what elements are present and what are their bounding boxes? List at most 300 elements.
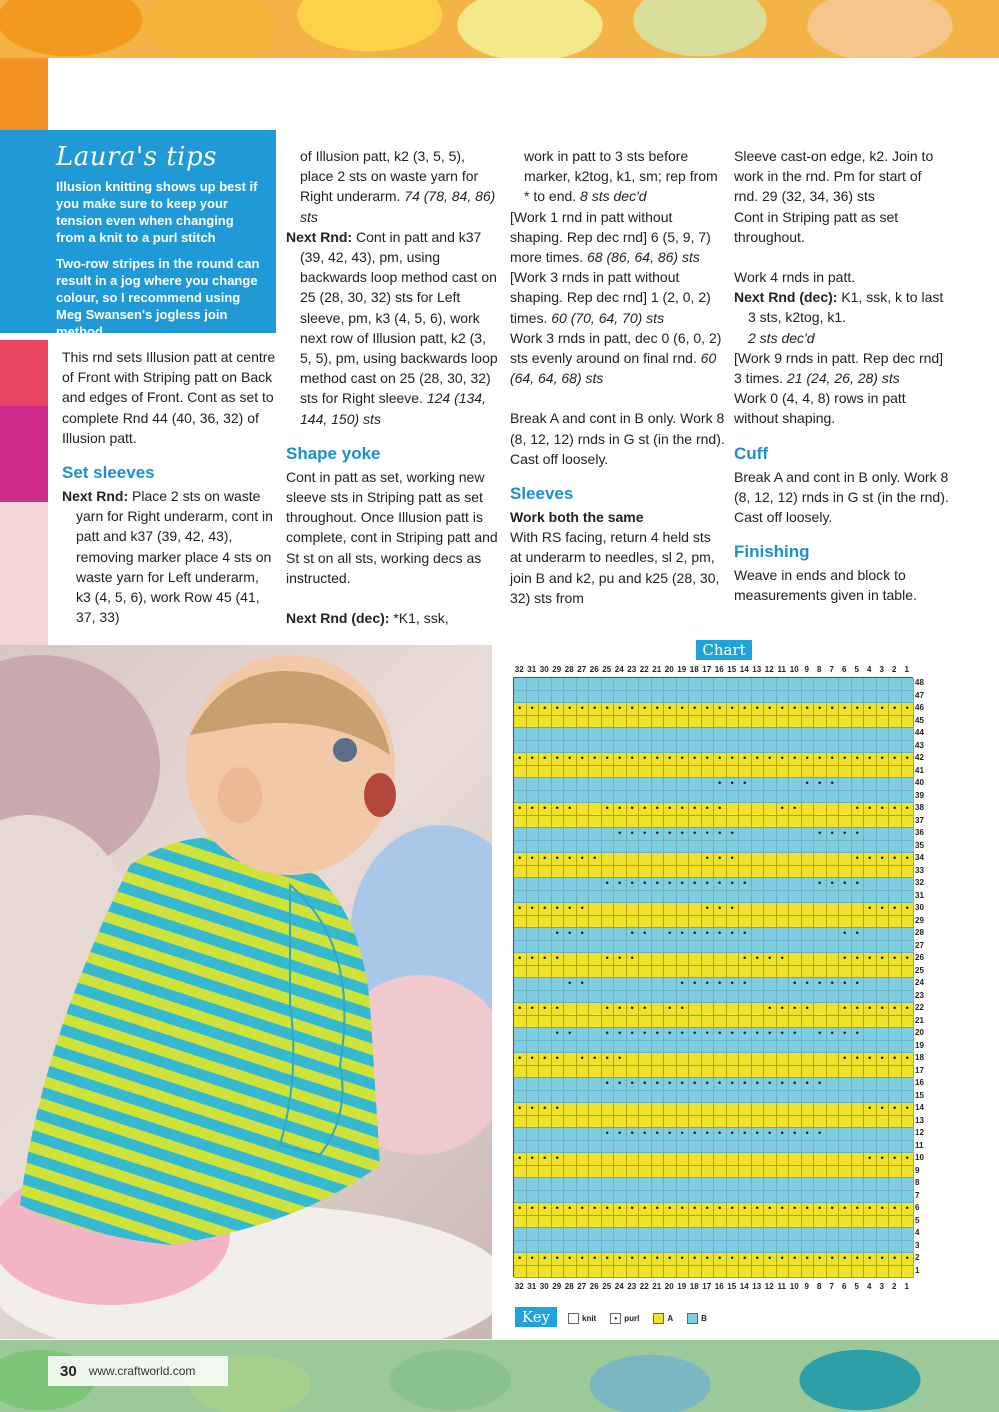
knit-stitch — [877, 866, 890, 879]
knit-stitch — [527, 1128, 540, 1141]
knit-stitch — [589, 1141, 602, 1154]
column-number: 20 — [664, 665, 674, 674]
column-number: 10 — [789, 1282, 799, 1291]
knit-stitch — [827, 966, 840, 979]
knit-stitch — [739, 1066, 752, 1079]
knit-stitch — [777, 1241, 790, 1254]
knit-stitch — [789, 1103, 802, 1116]
column-number: 21 — [652, 665, 662, 674]
purl-stitch: • — [627, 1078, 640, 1091]
knit-stitch — [789, 1066, 802, 1079]
knit-stitch — [552, 891, 565, 904]
knit-stitch — [639, 1178, 652, 1191]
knit-stitch — [827, 1041, 840, 1054]
purl-stitch: • — [577, 1253, 590, 1266]
knit-stitch — [739, 1241, 752, 1254]
purl-stitch: • — [839, 1003, 852, 1016]
stitch-count: 21 (24, 26, 28) sts — [786, 370, 900, 387]
knit-stitch — [889, 1216, 902, 1229]
purl-stitch: • — [627, 1203, 640, 1216]
knit-stitch — [627, 728, 640, 741]
row-number: 3 — [915, 1240, 920, 1250]
knit-stitch — [564, 791, 577, 804]
purl-stitch: • — [664, 1028, 677, 1041]
knit-stitch — [877, 741, 890, 754]
knit-stitch — [602, 828, 615, 841]
purl-stitch: • — [777, 1003, 790, 1016]
knit-stitch — [589, 1216, 602, 1229]
knit-stitch — [602, 678, 615, 691]
row-number: 32 — [915, 878, 924, 887]
column-number: 29 — [552, 665, 562, 674]
knit-stitch — [839, 1041, 852, 1054]
knit-stitch — [564, 1078, 577, 1091]
purl-stitch: • — [702, 753, 715, 766]
text-column-2 — [286, 146, 501, 628]
purl-stitch: • — [589, 1203, 602, 1216]
knit-stitch — [839, 916, 852, 929]
purl-stitch: • — [789, 1028, 802, 1041]
knit-stitch — [614, 1016, 627, 1029]
column-number: 17 — [702, 665, 712, 674]
knit-stitch — [827, 953, 840, 966]
column-number: 19 — [677, 1282, 687, 1291]
knit-stitch — [602, 1178, 615, 1191]
row-number: 1 — [915, 1265, 920, 1275]
knit-stitch — [889, 1041, 902, 1054]
knit-stitch — [777, 878, 790, 891]
purl-stitch: • — [739, 953, 752, 966]
knit-stitch — [514, 1066, 527, 1079]
chart-row — [514, 828, 914, 841]
knit-stitch — [789, 1241, 802, 1254]
knit-stitch — [652, 841, 665, 854]
knit-stitch — [664, 1041, 677, 1054]
purl-stitch: • — [864, 1053, 877, 1066]
knit-stitch — [627, 1066, 640, 1079]
knit-stitch — [877, 1241, 890, 1254]
chart-row — [514, 1228, 914, 1241]
purl-stitch: • — [902, 803, 915, 816]
knit-stitch — [902, 978, 915, 991]
knit-stitch — [752, 1116, 765, 1129]
knit-stitch — [752, 978, 765, 991]
purl-stitch: • — [889, 853, 902, 866]
knit-stitch — [764, 1228, 777, 1241]
knit-stitch — [889, 741, 902, 754]
knit-stitch — [639, 741, 652, 754]
paragraph: Cast off loosely. — [510, 450, 609, 467]
instruction-label: Next Rnd (dec): — [734, 289, 838, 306]
knit-stitch — [814, 966, 827, 979]
instruction — [62, 486, 277, 627]
knit-stitch — [902, 766, 915, 779]
knit-stitch — [889, 1141, 902, 1154]
knit-stitch — [764, 853, 777, 866]
knit-stitch — [552, 878, 565, 891]
knit-stitch — [802, 903, 815, 916]
knit-stitch — [564, 1091, 577, 1104]
purl-stitch: • — [839, 753, 852, 766]
purl-stitch: • — [714, 978, 727, 991]
knit-stitch — [852, 916, 865, 929]
knit-stitch — [652, 916, 665, 929]
knit-stitch — [839, 728, 852, 741]
knit-stitch — [602, 716, 615, 729]
knit-stitch — [752, 816, 765, 829]
row-number: 20 — [915, 1028, 924, 1037]
knit-stitch — [614, 1266, 627, 1279]
knit-stitch — [652, 1228, 665, 1241]
purl-stitch: • — [902, 1053, 915, 1066]
knit-stitch — [527, 716, 540, 729]
purl-stitch: • — [889, 803, 902, 816]
knit-stitch — [902, 1178, 915, 1191]
purl-stitch: • — [614, 878, 627, 891]
knit-stitch — [727, 966, 740, 979]
knit-stitch — [764, 728, 777, 741]
purl-stitch: • — [752, 703, 765, 716]
knit-stitch — [527, 1078, 540, 1091]
knit-stitch — [702, 766, 715, 779]
knit-stitch — [877, 791, 890, 804]
knit-stitch — [589, 1228, 602, 1241]
knit-stitch — [677, 1041, 690, 1054]
knit-stitch — [902, 941, 915, 954]
knit-stitch — [802, 766, 815, 779]
knit-stitch — [564, 1066, 577, 1079]
knit-stitch — [789, 678, 802, 691]
knit-stitch — [627, 978, 640, 991]
knit-stitch — [739, 1166, 752, 1179]
knit-stitch — [802, 953, 815, 966]
knit-stitch — [814, 1003, 827, 1016]
knit-stitch — [877, 916, 890, 929]
chart-row — [514, 966, 914, 979]
knit-stitch — [789, 1166, 802, 1179]
chart-row-numbers — [915, 677, 933, 1277]
chart-row — [514, 1066, 914, 1079]
website-link[interactable]: www.craftworld.com — [88, 1364, 196, 1378]
knit-stitch — [902, 1041, 915, 1054]
knit-stitch — [789, 728, 802, 741]
knit-stitch — [852, 1091, 865, 1104]
row-number: 30 — [915, 903, 924, 912]
knit-stitch — [589, 1003, 602, 1016]
knit-stitch — [877, 716, 890, 729]
knit-stitch — [664, 1053, 677, 1066]
knit-stitch — [614, 1166, 627, 1179]
knit-stitch — [577, 953, 590, 966]
knit-stitch — [689, 866, 702, 879]
knit-stitch — [639, 1216, 652, 1229]
purl-stitch: • — [527, 1203, 540, 1216]
purl-stitch: • — [714, 1203, 727, 1216]
knit-stitch — [627, 1153, 640, 1166]
knit-stitch — [827, 1166, 840, 1179]
knit-stitch — [514, 678, 527, 691]
purl-stitch: • — [677, 753, 690, 766]
knit-stitch — [827, 891, 840, 904]
knit-stitch — [852, 1166, 865, 1179]
knit-stitch — [664, 941, 677, 954]
knit-stitch — [564, 1141, 577, 1154]
knit-stitch — [589, 878, 602, 891]
purl-stitch: • — [739, 778, 752, 791]
paragraph: Break A and cont in B only. Work 8 (8, 12, 12) rnds in G st (in the rnd). — [510, 410, 725, 447]
knit-stitch — [577, 866, 590, 879]
knit-stitch — [839, 941, 852, 954]
knit-stitch — [527, 778, 540, 791]
knit-stitch — [677, 903, 690, 916]
knit-stitch — [639, 1103, 652, 1116]
knit-stitch — [777, 778, 790, 791]
purl-stitch: • — [802, 1253, 815, 1266]
knit-stitch — [839, 1166, 852, 1179]
knit-stitch — [677, 891, 690, 904]
column-number: 21 — [652, 1282, 662, 1291]
knit-stitch — [627, 1053, 640, 1066]
knit-stitch — [764, 778, 777, 791]
chart-column-numbers-bottom — [513, 1281, 913, 1293]
knit-stitch — [589, 1266, 602, 1279]
purl-stitch: • — [864, 703, 877, 716]
purl-stitch: • — [727, 1253, 740, 1266]
purl-stitch: • — [739, 978, 752, 991]
knit-stitch — [827, 853, 840, 866]
knit-stitch — [514, 728, 527, 741]
purl-stitch: • — [852, 978, 865, 991]
paragraph: Cast off loosely. — [734, 509, 833, 526]
knit-stitch — [702, 778, 715, 791]
knit-stitch — [852, 1016, 865, 1029]
knit-stitch — [639, 953, 652, 966]
knit-stitch — [664, 1016, 677, 1029]
purl-stitch: • — [527, 1103, 540, 1116]
knit-stitch — [639, 691, 652, 704]
knit-stitch — [739, 1053, 752, 1066]
knit-stitch — [714, 728, 727, 741]
knit-stitch — [589, 728, 602, 741]
knit-stitch — [727, 1178, 740, 1191]
knit-stitch — [739, 966, 752, 979]
knit-stitch — [614, 778, 627, 791]
knit-stitch — [839, 841, 852, 854]
knit-stitch — [877, 841, 890, 854]
knit-stitch — [777, 1178, 790, 1191]
knit-stitch — [764, 1166, 777, 1179]
chart-row — [514, 703, 914, 716]
purl-stitch: • — [814, 978, 827, 991]
knit-stitch — [877, 966, 890, 979]
knit-stitch — [577, 891, 590, 904]
knit-stitch — [777, 828, 790, 841]
row-number: 33 — [915, 865, 924, 875]
column-number: 15 — [727, 1282, 737, 1291]
knit-stitch — [539, 816, 552, 829]
knit-stitch — [577, 916, 590, 929]
column-number: 7 — [829, 1282, 834, 1291]
purl-stitch: • — [614, 1203, 627, 1216]
knit-stitch — [602, 978, 615, 991]
purl-stitch: • — [564, 1203, 577, 1216]
knit-stitch — [827, 691, 840, 704]
knit-stitch — [652, 1241, 665, 1254]
purl-stitch: • — [602, 878, 615, 891]
knit-stitch — [802, 1091, 815, 1104]
knit-stitch — [752, 916, 765, 929]
chart-row — [514, 1141, 914, 1154]
knit-stitch — [752, 1091, 765, 1104]
row-number: 17 — [915, 1065, 924, 1075]
purl-stitch: • — [702, 1128, 715, 1141]
knit-stitch — [552, 828, 565, 841]
knit-stitch — [727, 866, 740, 879]
knit-stitch — [739, 1141, 752, 1154]
knit-stitch — [727, 916, 740, 929]
knit-stitch — [889, 1016, 902, 1029]
knit-stitch — [777, 741, 790, 754]
knit-stitch — [577, 1116, 590, 1129]
column-number: 13 — [752, 1282, 762, 1291]
knit-stitch — [802, 1103, 815, 1116]
knit-stitch — [514, 716, 527, 729]
knit-stitch — [764, 1216, 777, 1229]
knit-stitch — [802, 1116, 815, 1129]
purl-stitch: • — [702, 878, 715, 891]
knit-stitch — [589, 766, 602, 779]
row-number: 11 — [915, 1140, 924, 1150]
knit-stitch — [564, 1116, 577, 1129]
knit-stitch — [802, 728, 815, 741]
knit-stitch — [764, 841, 777, 854]
knit-stitch — [677, 716, 690, 729]
row-number: 37 — [915, 815, 924, 825]
knit-stitch — [827, 1178, 840, 1191]
knit-stitch — [802, 1228, 815, 1241]
purl-stitch: • — [852, 878, 865, 891]
knit-stitch — [577, 1141, 590, 1154]
knit-stitch — [739, 916, 752, 929]
purl-stitch: • — [677, 928, 690, 941]
knit-stitch — [552, 916, 565, 929]
knit-stitch — [789, 778, 802, 791]
knit-stitch — [552, 1016, 565, 1029]
instruction-text: Place 2 sts on waste yarn for Right underarm, cont in patt and k37 (39, 42, 43), removing marker place 4 sts on waste yarn for Left underarm, k3 (4, 5, 6), work Row 45 (41, 37, 33) — [76, 488, 273, 626]
chart-key — [568, 1311, 715, 1325]
purl-stitch: • — [764, 753, 777, 766]
knit-stitch — [877, 766, 890, 779]
chart-row — [514, 766, 914, 779]
knit-stitch — [689, 816, 702, 829]
knit-stitch — [664, 716, 677, 729]
knit-stitch — [877, 1266, 890, 1279]
purl-stitch: • — [902, 1103, 915, 1116]
knit-stitch — [864, 916, 877, 929]
knit-stitch — [852, 1041, 865, 1054]
knit-stitch — [864, 1266, 877, 1279]
row-number: 16 — [915, 1078, 924, 1087]
knit-stitch — [514, 841, 527, 854]
knit-stitch — [727, 891, 740, 904]
purl-stitch: • — [639, 1253, 652, 1266]
knit-stitch — [727, 1066, 740, 1079]
purl-stitch: • — [702, 1203, 715, 1216]
column-number: 5 — [854, 665, 859, 674]
knit-stitch — [814, 1141, 827, 1154]
knit-stitch — [552, 1266, 565, 1279]
purl-stitch: • — [852, 803, 865, 816]
knit-stitch — [764, 891, 777, 904]
knit-stitch — [677, 1191, 690, 1204]
knit-stitch — [902, 716, 915, 729]
knit-stitch — [627, 1141, 640, 1154]
column-number: 12 — [764, 665, 774, 674]
knit-stitch — [852, 991, 865, 1004]
purl-stitch: • — [527, 1253, 540, 1266]
knit-stitch — [752, 1216, 765, 1229]
knit-stitch — [702, 1153, 715, 1166]
knit-stitch — [864, 1078, 877, 1091]
knit-stitch — [889, 866, 902, 879]
knit-stitch — [514, 1228, 527, 1241]
knit-stitch — [714, 1003, 727, 1016]
paragraph — [510, 328, 725, 389]
knit-stitch — [627, 1191, 640, 1204]
knit-stitch — [689, 1166, 702, 1179]
knit-stitch — [527, 1041, 540, 1054]
knit-stitch — [739, 1016, 752, 1029]
knit-stitch — [664, 841, 677, 854]
knit-stitch — [827, 1153, 840, 1166]
knit-stitch — [702, 816, 715, 829]
knit-stitch — [902, 1241, 915, 1254]
knit-stitch — [739, 853, 752, 866]
knit-stitch — [739, 828, 752, 841]
knit-stitch — [764, 766, 777, 779]
knitting-chart-grid — [513, 677, 913, 1277]
knit-stitch — [702, 1003, 715, 1016]
knit-stitch — [852, 778, 865, 791]
knit-stitch — [877, 928, 890, 941]
purl-stitch: • — [814, 1028, 827, 1041]
chart-title: Chart — [696, 640, 752, 660]
knit-stitch — [602, 1041, 615, 1054]
column-number: 1 — [904, 1282, 909, 1291]
knit-stitch — [814, 741, 827, 754]
knit-stitch — [889, 1166, 902, 1179]
purl-stitch: • — [614, 703, 627, 716]
knit-stitch — [539, 828, 552, 841]
purl-stitch: • — [752, 1128, 765, 1141]
knit-stitch — [564, 1041, 577, 1054]
purl-stitch: • — [539, 1153, 552, 1166]
knit-stitch — [827, 916, 840, 929]
knit-stitch — [552, 1066, 565, 1079]
chart-row — [514, 728, 914, 741]
purl-stitch: • — [577, 703, 590, 716]
knit-stitch — [552, 1141, 565, 1154]
knit-stitch — [602, 1166, 615, 1179]
knit-stitch — [564, 816, 577, 829]
knit-stitch — [827, 1003, 840, 1016]
knit-stitch — [714, 1016, 727, 1029]
paragraph: Sleeve cast-on edge, k2. Join to work in the rnd. Pm for start of rnd. 29 (32, 34, 36) sts — [734, 148, 934, 205]
knit-stitch — [814, 903, 827, 916]
knit-stitch — [577, 1266, 590, 1279]
knit-stitch — [864, 678, 877, 691]
purl-stitch: • — [702, 903, 715, 916]
